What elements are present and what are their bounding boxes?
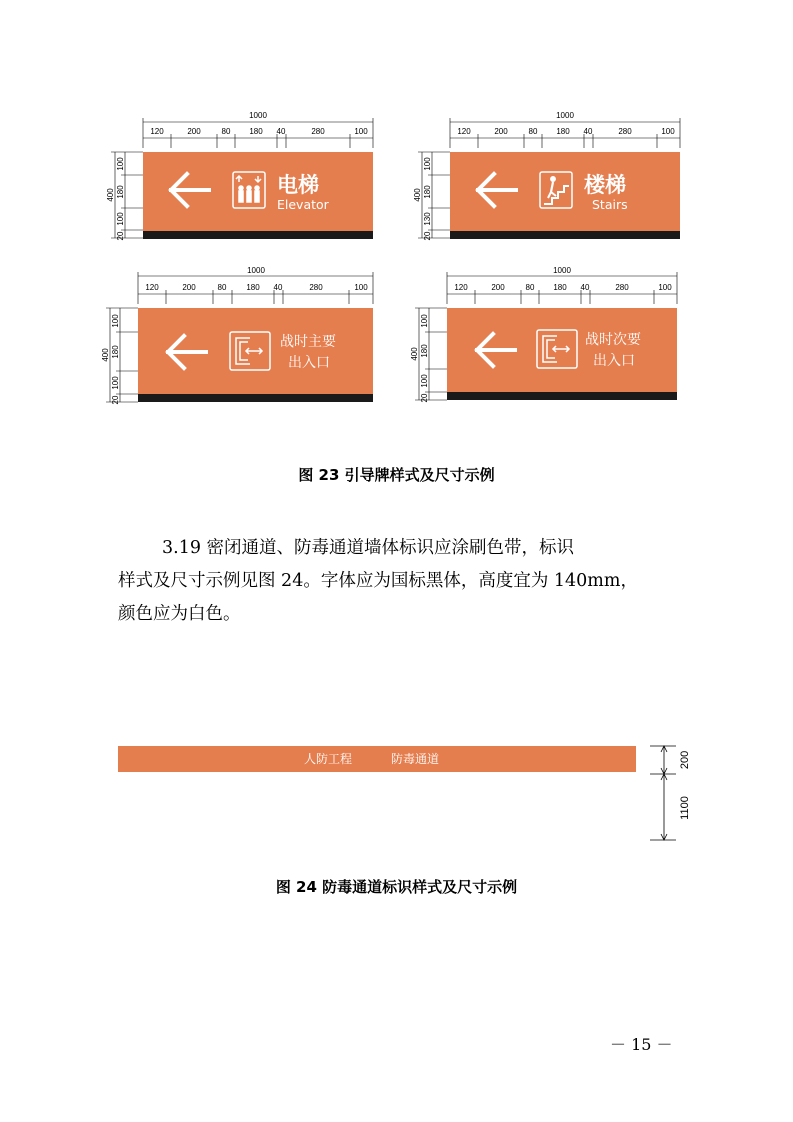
- sign-base-strip: [450, 231, 680, 239]
- elevator-sign-drawing: [107, 112, 387, 247]
- dim-seg-1: 120: [145, 283, 159, 292]
- dim-h-4: 20: [111, 395, 120, 405]
- dim-h-2: 180: [116, 185, 125, 199]
- dim-seg-7: 100: [661, 127, 675, 136]
- dim-h-2: 180: [423, 185, 432, 199]
- dim-seg-4: 180: [553, 283, 567, 292]
- dim-h-3: 130: [423, 212, 432, 226]
- sign-label-en: Stairs: [592, 197, 628, 212]
- dim-seg-6: 280: [309, 283, 323, 292]
- section-3-19-paragraph: [118, 532, 678, 631]
- sign-label-line1: 战时次要: [585, 332, 641, 348]
- dim-h-1: 100: [116, 157, 125, 171]
- page-number: － 15 －: [610, 1035, 673, 1054]
- dim-h-3: 100: [420, 374, 429, 388]
- band-label-2: 防毒通道: [391, 752, 440, 766]
- dim-seg-2: 200: [182, 283, 196, 292]
- dim-total-width: 1000: [249, 111, 267, 120]
- dim-seg-7: 100: [354, 127, 368, 136]
- sign-label-cn: 楼梯: [584, 173, 626, 197]
- sign-base-strip: [447, 392, 677, 400]
- dim-seg-3: 80: [221, 127, 231, 136]
- band-label-1: 人防工程: [304, 752, 353, 766]
- dim-h-4: 20: [420, 393, 429, 403]
- dim-seg-5: 40: [583, 127, 593, 136]
- dim-h-1: 100: [423, 157, 432, 171]
- sign-label-line2: 出入口: [288, 355, 330, 371]
- dim-height-total: 400: [410, 347, 419, 361]
- dim-h-4: 20: [116, 231, 125, 241]
- dim-h-2: 180: [111, 345, 120, 359]
- dim-h-3: 100: [116, 212, 125, 226]
- dim-seg-6: 280: [618, 127, 632, 136]
- dim-h-3: 100: [111, 376, 120, 390]
- dim-height-total: 400: [413, 188, 422, 202]
- dim-seg-4: 180: [249, 127, 263, 136]
- dim-h-2: 180: [420, 344, 429, 358]
- dim-total-width: 1000: [553, 266, 571, 275]
- dim-total-width: 1000: [247, 266, 265, 275]
- secondary-entrance-sign-drawing: [411, 266, 691, 406]
- primary-entrance-sign-drawing: [102, 266, 382, 406]
- dim-seg-6: 280: [615, 283, 629, 292]
- dim-total-width: 1000: [556, 111, 574, 120]
- primary-entrance-sign: [101, 266, 368, 405]
- dim-seg-7: 100: [658, 283, 672, 292]
- dim-seg-7: 100: [354, 283, 368, 292]
- paragraph-line-3: 颜色应为白色。: [118, 604, 241, 624]
- gas-proof-passage-band: [118, 746, 636, 772]
- sign-label-cn: 电梯: [277, 173, 319, 197]
- dim-height-total: 400: [101, 348, 110, 362]
- secondary-entrance-sign: [410, 266, 672, 403]
- dim-h-1: 100: [420, 314, 429, 328]
- dim-seg-4: 180: [246, 283, 260, 292]
- stairs-sign: [413, 111, 675, 241]
- figure-24-caption: 图 24 防毒通道标识样式及尺寸示例: [275, 878, 518, 896]
- sign-label-line2: 出入口: [593, 353, 635, 369]
- dim-seg-1: 120: [150, 127, 164, 136]
- sign-label-en: Elevator: [277, 197, 329, 212]
- paragraph-line-2: 样式及尺寸示例见图 24。字体应为国标黑体，高度宜为 140mm，: [118, 571, 638, 591]
- dim-seg-1: 120: [457, 127, 471, 136]
- band-dim-top: 200: [679, 750, 691, 770]
- figure-23-caption: 图 23 引导牌样式及尺寸示例: [298, 466, 495, 484]
- dim-h-1: 100: [111, 314, 120, 328]
- dim-seg-5: 40: [276, 127, 286, 136]
- paragraph-line-1: 3.19 密闭通道、防毒通道墙体标识应涂刷色带，标识: [162, 538, 575, 558]
- sign-base-strip: [143, 231, 373, 239]
- dim-seg-1: 120: [454, 283, 468, 292]
- dim-seg-3: 80: [528, 127, 538, 136]
- dim-seg-2: 200: [494, 127, 508, 136]
- band-dim-bottom: 1100: [679, 796, 691, 820]
- band-dimension-lines: [646, 740, 706, 850]
- dim-seg-5: 40: [273, 283, 283, 292]
- dim-seg-5: 40: [580, 283, 590, 292]
- sign-base-strip: [138, 394, 373, 402]
- dim-seg-3: 80: [217, 283, 227, 292]
- dim-height-total: 400: [106, 188, 115, 202]
- sign-label-line1: 战时主要: [280, 334, 336, 350]
- dim-seg-2: 200: [187, 127, 201, 136]
- elevator-sign: [106, 111, 368, 241]
- dim-seg-4: 180: [556, 127, 570, 136]
- dim-seg-2: 200: [491, 283, 505, 292]
- dim-seg-3: 80: [525, 283, 535, 292]
- dim-h-4: 20: [423, 231, 432, 241]
- stairs-sign-drawing: [414, 112, 694, 247]
- dim-seg-6: 280: [311, 127, 325, 136]
